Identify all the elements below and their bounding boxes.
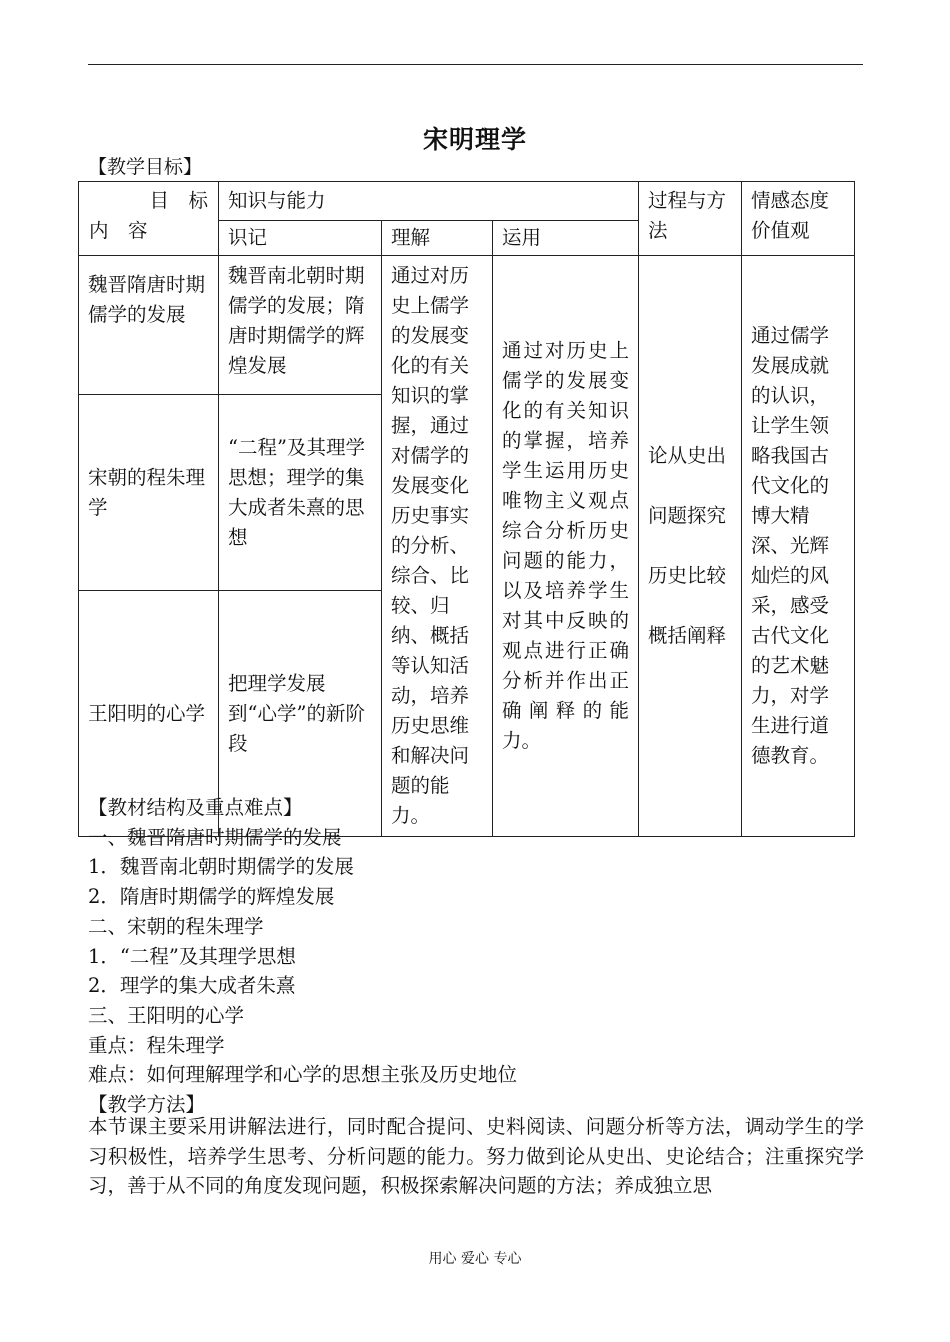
topic-cell: 王阳明的心学 (79, 591, 219, 837)
recall-cell: “二程”及其理学思想；理学的集大成者朱熹的思想 (219, 395, 382, 591)
topic-cell: 宋朝的程朱理学 (79, 395, 219, 591)
process-item: 论从史出 (648, 444, 727, 467)
structure-line: 1．魏晋南北朝时期儒学的发展 (88, 855, 354, 879)
header-target-a: 目 标 (149, 189, 208, 212)
emotion-cell: 通过儒学发展成就的认识，让学生领略我国古代文化的博大精深、光辉灿烂的风采，感受古代文化的艺术魅力，对学生进行道德教育。 (742, 256, 855, 837)
structure-line: 一、魏晋隋唐时期儒学的发展 (88, 825, 342, 849)
header-rule (88, 64, 863, 65)
structure-line: 2．理学的集大成者朱熹 (88, 974, 296, 998)
process-item: 概括阐释 (648, 624, 727, 647)
header-process: 过程与方法 (639, 182, 742, 256)
objectives-table (78, 181, 855, 837)
structure-line: 2．隋唐时期儒学的辉煌发展 (88, 885, 335, 909)
page-footer: 用心 爱心 专心 (428, 1251, 522, 1267)
apply-cell: 通过对历史上儒学的发展变化的有关知识的掌握，培养学生运用历史唯物主义观点综合分析历史问题的能力，以及培养学生对其中反映的观点进行正确分析并作出正确阐释的能力。 (493, 256, 639, 837)
section-goals-heading: 【教学目标】 (88, 156, 203, 178)
page-title: 宋明理学 (422, 125, 527, 154)
header-knowledge: 知识与能力 (219, 182, 639, 221)
process-item: 历史比较 (648, 564, 727, 587)
header-understand: 理解 (382, 221, 493, 256)
structure-heading: 【教材结构及重点难点】 (88, 796, 303, 819)
understand-cell: 通过对历史上儒学的发展变化的有关知识的掌握，通过对儒学的发展变化历史事实的分析、综合、比较、归纳、概括等认知活动，培养历史思维和解决问题的能力。 (382, 256, 493, 837)
recall-cell: 魏晋南北朝时期儒学的发展；隋唐时期儒学的辉煌发展 (219, 256, 382, 395)
topic-cell: 魏晋隋唐时期儒学的发展 (79, 256, 219, 395)
method-paragraph: 本节课主要采用讲解法进行，同时配合提问、史料阅读、问题分析等方法，调动学生的学习积极性，培养学生思考、分析问题的能力。努力做到论从史出、史论结合；注重探究学习，善于从不同的角度发现问题，积极探索解决问题的方法；养成独立思 (88, 1115, 864, 1197)
recall-cell: 把理学发展到“心学”的新阶段 (219, 591, 382, 837)
process-cell (639, 256, 742, 837)
structure-line: 二、宋朝的程朱理学 (88, 914, 264, 938)
header-apply: 运用 (493, 221, 639, 256)
header-target-b: 内 容 (89, 219, 148, 242)
structure-line: 三、王阳明的心学 (88, 1003, 245, 1027)
structure-line: 1．“二程”及其理学思想 (88, 944, 296, 968)
header-target-content (79, 182, 219, 256)
header-recall: 识记 (219, 221, 382, 256)
method-heading: 【教学方法】 (88, 1093, 206, 1117)
header-emotion: 情感态度价值观 (742, 182, 855, 256)
difficult-point: 难点：如何理解理学和心学的思想主张及历史地位 (88, 1063, 518, 1087)
process-item: 问题探究 (648, 504, 727, 527)
key-point: 重点：程朱理学 (88, 1033, 225, 1057)
structure-block (88, 793, 864, 1120)
